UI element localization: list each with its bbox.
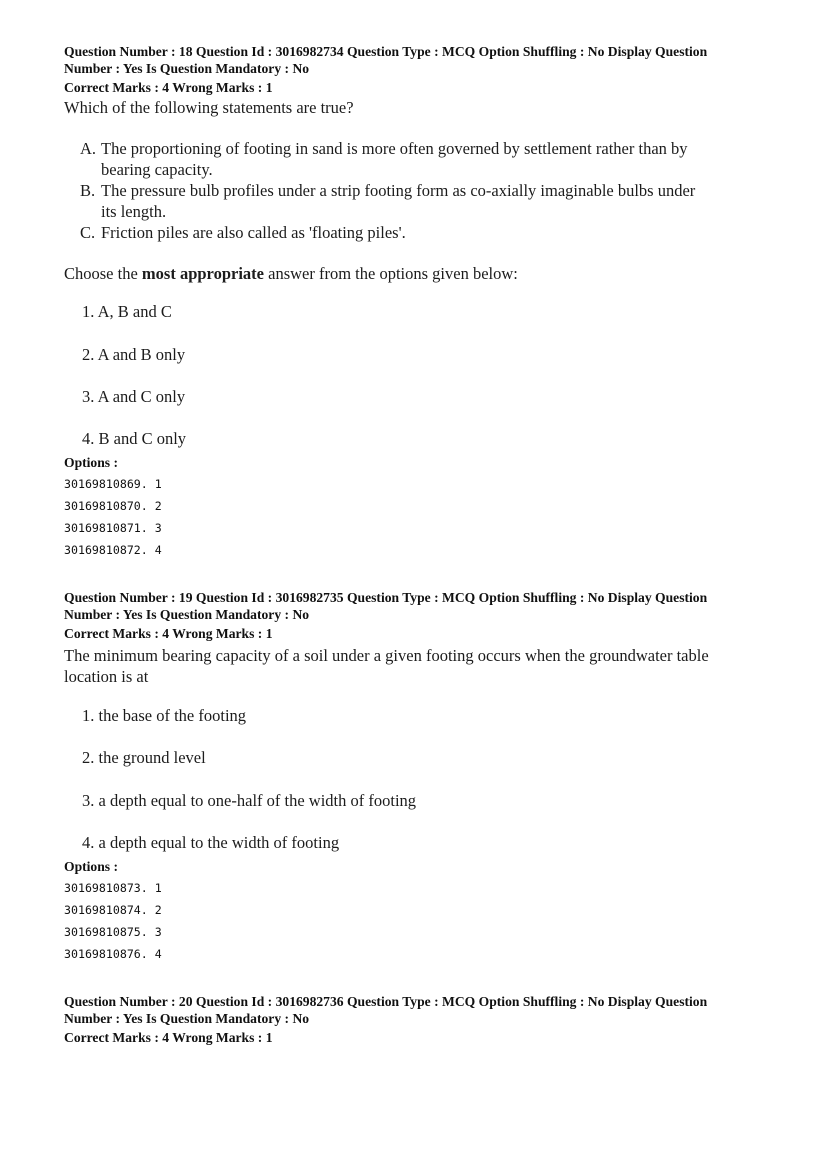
question-meta-line: Question Number : 18 Question Id : 3016982734 Question Type : MCQ Option Shuffling : No Display Question: [64, 44, 708, 59]
question-19-header: [64, 589, 784, 623]
statement-text: its length.: [101, 202, 167, 221]
statement-b: [80, 180, 780, 222]
answer-instruction: [64, 263, 794, 284]
instruction-text: answer from the options given below:: [264, 264, 518, 283]
statement-text: bearing capacity.: [101, 160, 213, 179]
question-text: Which of the following statements are true?: [64, 98, 354, 117]
option-id: 30169810874. 2: [64, 903, 162, 917]
option-id: 30169810875. 3: [64, 925, 162, 939]
question-meta-line: Question Number : 19 Question Id : 3016982735 Question Type : MCQ Option Shuffling : No Display Question: [64, 590, 708, 605]
options-label: Options :: [64, 455, 119, 470]
answer-choice: 4. B and C only: [82, 429, 187, 448]
answer-choice: 2. the ground level: [82, 748, 206, 767]
question-meta-line: Question Number : 20 Question Id : 3016982736 Question Type : MCQ Option Shuffling : No Display Question: [64, 994, 708, 1009]
instruction-text: Choose the: [64, 264, 142, 283]
statement-text: The pressure bulb profiles under a strip footing form as co-axially imaginable bulbs under: [101, 181, 696, 200]
question-meta-line: Number : Yes Is Question Mandatory : No: [64, 1011, 310, 1026]
instruction-emphasis: most appropriate: [141, 264, 264, 283]
option-id: 30169810869. 1: [64, 477, 162, 491]
answer-choice: 4. a depth equal to the width of footing: [82, 833, 340, 852]
question-meta-line: Number : Yes Is Question Mandatory : No: [64, 607, 310, 622]
question-meta-line: Number : Yes Is Question Mandatory : No: [64, 61, 310, 76]
question-text: [64, 645, 794, 687]
question-text-line: The minimum bearing capacity of a soil under a given footing occurs when the groundwater table: [64, 646, 709, 665]
question-20-header: [64, 993, 784, 1027]
option-id: 30169810873. 1: [64, 881, 162, 895]
statement-c: [80, 222, 780, 243]
statement-label: C.: [80, 223, 96, 242]
statement-label: A.: [80, 139, 97, 158]
option-id: 30169810872. 4: [64, 543, 162, 557]
statement-text: Friction piles are also called as 'floating piles'.: [101, 223, 406, 242]
question-18-header: [64, 43, 784, 77]
answer-choice: 1. A, B and C: [82, 302, 172, 321]
statement-text: The proportioning of footing in sand is more often governed by settlement rather than by: [101, 139, 688, 158]
answer-choice: 1. the base of the footing: [82, 706, 247, 725]
question-marks: Correct Marks : 4 Wrong Marks : 1: [64, 626, 273, 641]
options-label: Options :: [64, 859, 119, 874]
question-marks: Correct Marks : 4 Wrong Marks : 1: [64, 80, 273, 95]
answer-choice: 2. A and B only: [82, 345, 186, 364]
answer-choice: 3. A and C only: [82, 387, 186, 406]
answer-choice: 3. a depth equal to one-half of the width of footing: [82, 791, 417, 810]
question-marks: Correct Marks : 4 Wrong Marks : 1: [64, 1030, 273, 1045]
statement-label: B.: [80, 181, 96, 200]
statement-a: [80, 138, 780, 180]
option-id: 30169810871. 3: [64, 521, 162, 535]
option-id: 30169810870. 2: [64, 499, 162, 513]
question-text-line: location is at: [64, 667, 149, 686]
option-id: 30169810876. 4: [64, 947, 162, 961]
